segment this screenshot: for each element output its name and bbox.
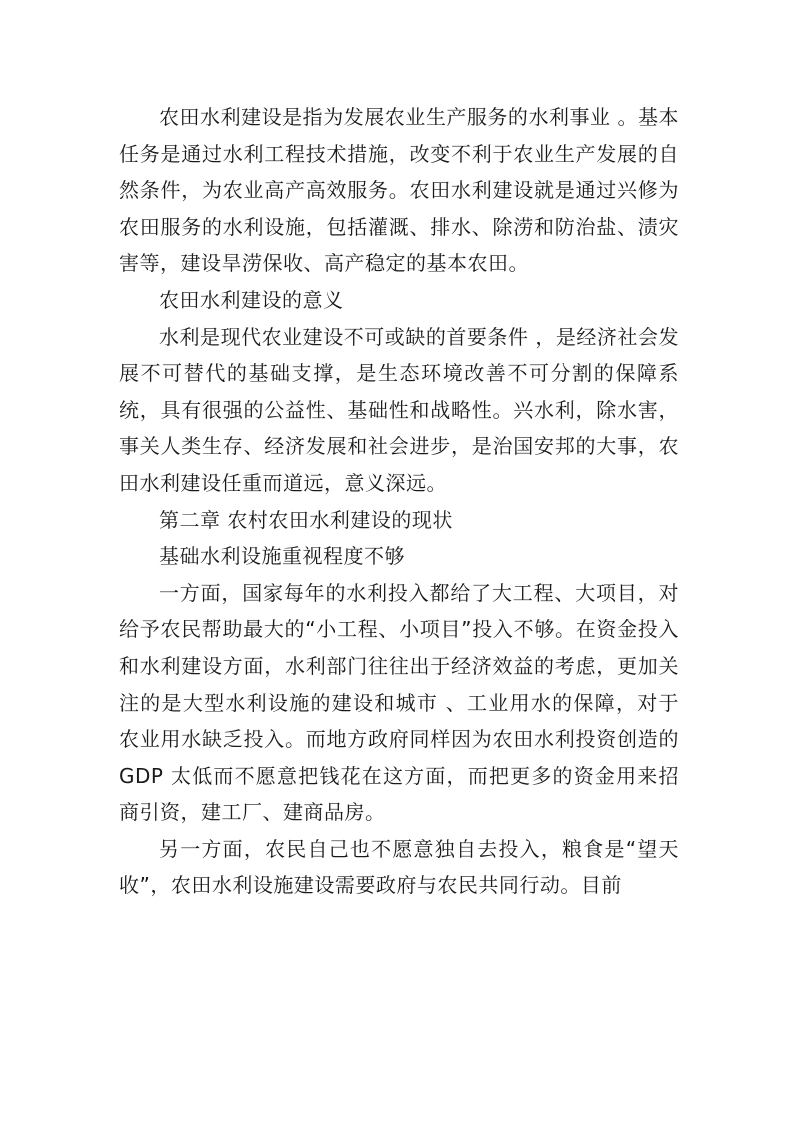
section-heading-significance: 农田水利建设的意义 [159, 287, 344, 312]
section-heading-infrastructure: 基础水利设施重视程度不够 [159, 544, 405, 569]
document-body [119, 99, 679, 904]
paragraph-definition: 农田水利建设是指为发展农业生产服务的水利事业 。基本任务是通过水利工程技术措施，改变不利于农业生产发展的自然条件，为农业高产高效服务。农田水利建设就是通过兴修为农田服务的水利设施，包括灌溉、排水、除涝和防治盐、渍灾害等，建设旱涝保收、高产稳定的基本农田。 [119, 105, 679, 276]
paragraph-farmer-investment: 另一方面，农民自己也不愿意独自去投入，粮食是“望天收”，农田水利设施建设需要政府与农民共同行动。目前 [119, 836, 679, 898]
chapter-heading: 第二章 农村农田水利建设的现状 [159, 507, 453, 532]
paragraph-government-investment: 一方面，国家每年的水利投入都给了大工程、大项目，对给予农民帮助最大的“小工程、小项目”投入不够。在资金投入和水利建设方面，水利部门往往出于经济效益的考虑，更加关注的是大型水利设施的建设和城市 、工业用水的保障，对于农业用水缺乏投入。而地方政府同样因为农田水利投资创造的 GDP 太低而不愿意把钱花在这方面，而把更多的资金用来招商引资，建工厂、建商品房。 [119, 580, 679, 825]
paragraph-significance: 水利是现代农业建设不可或缺的首要条件 ，是经济社会发展不可替代的基础支撑，是生态环境改善不可分割的保障系统，具有很强的公益性、基础性和战略性。兴水利，除水害，事关人类生存、经济发展和社会进步，是治国安邦的大事，农田水利建设任重而道远，意义深远。 [119, 324, 679, 495]
